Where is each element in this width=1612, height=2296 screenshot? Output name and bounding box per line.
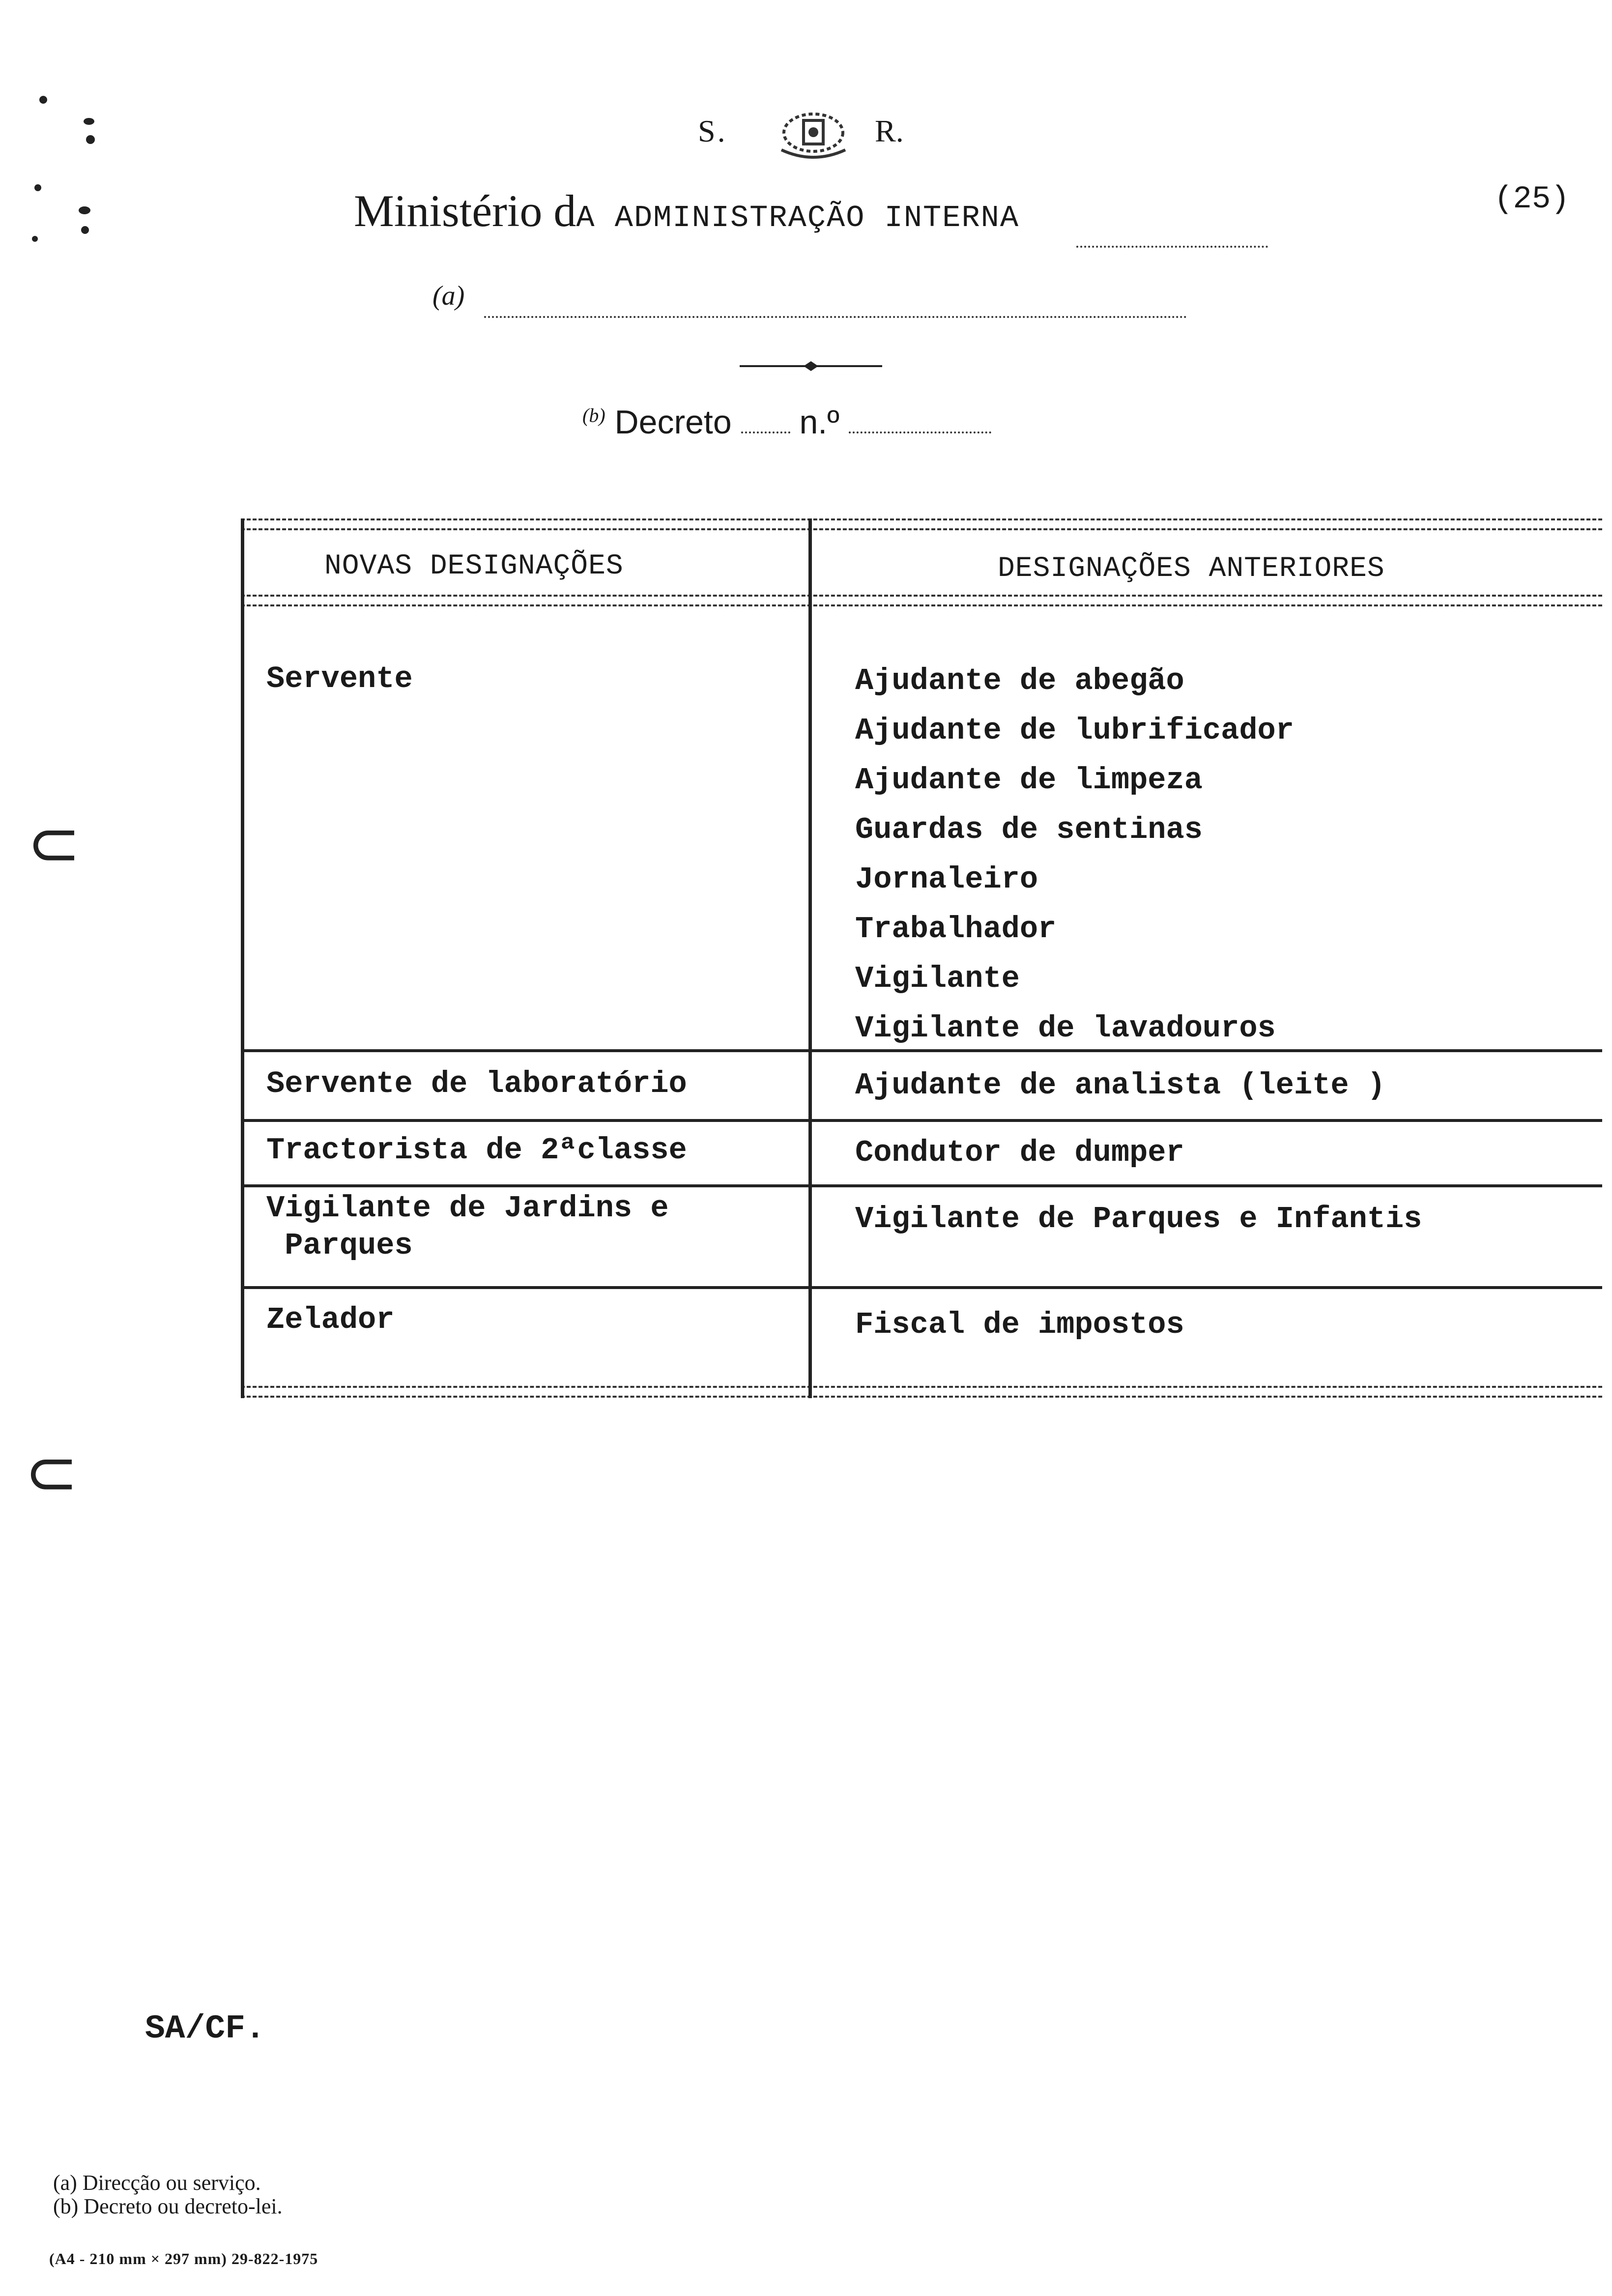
speck xyxy=(86,135,95,144)
table-cell-new: Zelador xyxy=(266,1302,395,1337)
seal-header xyxy=(698,103,953,167)
seal-right-letter: R. xyxy=(875,114,904,148)
field-a-dotted-line xyxy=(484,316,1187,318)
speck xyxy=(84,118,94,125)
punch-mark-icon: ⊂ xyxy=(25,1435,78,1510)
form-reference: (A4 - 210 mm × 297 mm) 29-822-1975 xyxy=(49,2250,318,2267)
table-top-border xyxy=(241,518,1602,530)
speck xyxy=(39,96,47,104)
decreto-line xyxy=(582,403,991,441)
page-number: (25) xyxy=(1494,182,1570,217)
table-cell-previous: Vigilante xyxy=(855,961,1020,996)
footnote-b: (b) Decreto ou decreto-lei. xyxy=(53,2194,283,2218)
punch-mark-icon: ⊂ xyxy=(27,806,81,881)
ministry-title xyxy=(354,184,1019,237)
speck xyxy=(81,226,89,234)
decreto-blank xyxy=(741,404,790,433)
speck xyxy=(34,184,41,191)
ministry-name: A ADMINISTRAÇÃO INTERNA xyxy=(576,201,1020,235)
table-cell-previous: Ajudante de lubrificador xyxy=(855,713,1294,748)
table-left-border xyxy=(241,518,244,1398)
signature-reference: SA/CF. xyxy=(145,2010,265,2048)
table-cell-previous: Ajudante de limpeza xyxy=(855,763,1203,798)
footnotes xyxy=(53,2171,283,2218)
table-cell-previous: Jornaleiro xyxy=(855,862,1038,897)
table-cell-new: Vigilante de Jardins e xyxy=(266,1191,669,1226)
table-cell-new: Servente de laboratório xyxy=(266,1066,687,1101)
seal-left-letter: S. xyxy=(698,114,727,148)
table-cell-new: Tractorista de 2ªclasse xyxy=(266,1133,687,1168)
table-cell-new: Servente xyxy=(266,661,413,696)
table-cell-new: Parques xyxy=(266,1228,413,1263)
ornament-divider xyxy=(740,359,882,373)
speck xyxy=(32,236,38,242)
header-previous-designations: DESIGNAÇÕES ANTERIORES xyxy=(998,553,1385,585)
ministry-prefix: Ministério d xyxy=(354,186,576,236)
table-cell-previous: Ajudante de analista (leite ) xyxy=(855,1068,1385,1103)
field-a-label: (a) xyxy=(432,281,465,311)
decreto-label: Decreto xyxy=(614,403,732,441)
table-cell-previous: Ajudante de abegão xyxy=(855,663,1184,698)
speck xyxy=(79,206,90,214)
designations-table xyxy=(241,518,1602,1398)
table-cell-previous: Fiscal de impostos xyxy=(855,1307,1184,1342)
table-cell-previous: Condutor de dumper xyxy=(855,1135,1184,1170)
footnote-a: (a) Direcção ou serviço. xyxy=(53,2171,261,2195)
ministry-dotted-line xyxy=(1076,246,1268,248)
table-column-divider xyxy=(808,518,812,1398)
table-bottom-border xyxy=(241,1386,1602,1398)
table-header-border xyxy=(241,595,1602,606)
row-divider xyxy=(241,1119,1602,1122)
table-cell-previous: Guardas de sentinas xyxy=(855,812,1203,847)
decreto-marker: (b) xyxy=(582,404,605,427)
table-cell-previous: Vigilante de Parques e Infantis xyxy=(855,1202,1422,1236)
row-divider xyxy=(241,1184,1602,1187)
numero-blank xyxy=(849,404,991,433)
coat-of-arms-icon xyxy=(772,103,855,162)
header-new-designations: NOVAS DESIGNAÇÕES xyxy=(324,550,624,582)
numero-label: n.º xyxy=(799,403,840,441)
table-cell-previous: Vigilante de lavadouros xyxy=(855,1011,1276,1046)
table-cell-previous: Trabalhador xyxy=(855,912,1057,947)
row-divider xyxy=(241,1286,1602,1289)
